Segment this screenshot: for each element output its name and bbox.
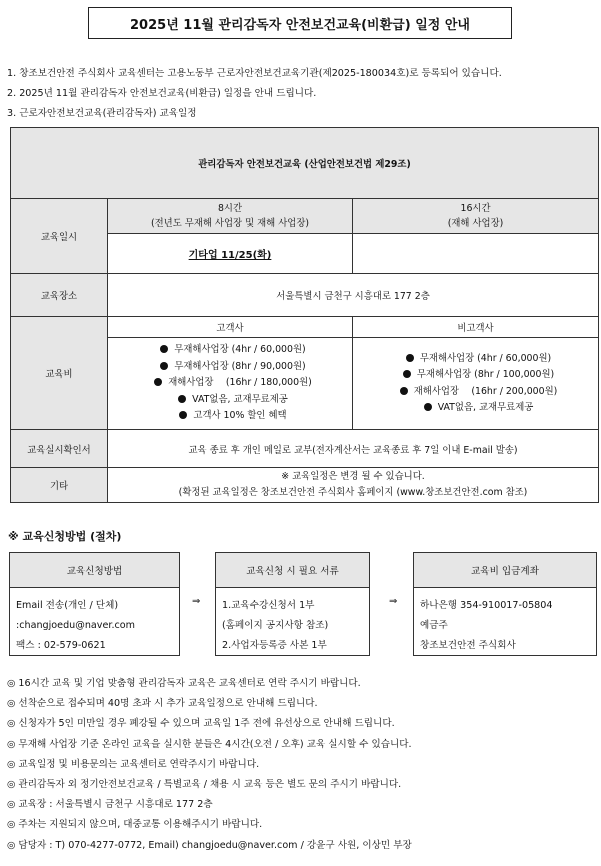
bullet-icon: [160, 362, 168, 370]
note-item: ◎ 주차는 지원되지 않으며, 대중교통 이용해주시기 바랍니다.: [7, 819, 263, 831]
col-8-hours-desc: (전년도 무재해 사업장 및 재해 사업장): [150, 218, 310, 229]
fee-label: 교육비: [11, 317, 108, 430]
bullet-icon: [403, 370, 411, 378]
fee-item: 무재해사업장 (4hr / 60,000원): [359, 351, 598, 368]
fee-item: 무재해사업장 (8hr / 100,000원): [359, 367, 598, 384]
col-8-hours: [108, 199, 353, 234]
cert-label: 교육실시확인서: [11, 430, 108, 468]
notes-list: [7, 674, 599, 856]
page-title: 2025년 11월 관리감독자 안전보건교육(비환급) 일정 안내: [88, 7, 512, 39]
intro-item: 2. 2025년 11월 관리감독자 안전보건교육(비환급) 일정을 안내 드립니다.: [7, 88, 317, 99]
fee-item: VAT없음, 교재무료제공: [359, 400, 598, 417]
account-box: [413, 552, 597, 656]
arrow-icon: ⇒: [192, 596, 201, 607]
note-item: ◎ 담당자 : T) 070-4277-0772, Email) changjoedu@naver.com / 강윤구 사원, 이상민 부장: [7, 839, 412, 851]
col-16-hours: [353, 199, 599, 234]
etc-value: [108, 468, 599, 503]
col-16-hours-label: 16시간: [460, 203, 491, 214]
table-header: 관리감독자 안전보건교육 (산업안전보건법 제29조): [11, 128, 599, 199]
fee-item: 무재해사업장 (8hr / 90,000원): [114, 359, 352, 376]
fee-customer-label: 고객사: [108, 317, 353, 338]
intro-list: [7, 64, 597, 124]
documents-box: [215, 552, 370, 656]
etc-line: (확정된 교육일정은 창조보건안전 주식회사 홈페이지 (www.창조보건안전.com 참조): [178, 487, 528, 498]
box-line: 2.사업자등록증 사본 1부: [222, 640, 327, 651]
fee-noncustomer-list: [353, 338, 599, 430]
arrow-icon: ⇒: [389, 596, 398, 607]
bullet-icon: [160, 345, 168, 353]
place-value: 서울특별시 금천구 시흥대로 177 2층: [108, 274, 599, 317]
cert-value: 교육 종료 후 개인 메일로 교부(전자계산서는 교육종료 후 7일 이내 E-mail 발송): [108, 430, 599, 468]
box-line: :changjoedu@naver.com: [16, 620, 135, 631]
fee-noncustomer-label: 비고객사: [353, 317, 599, 338]
note-item: ◎ 교육일정 및 비용문의는 교육센터로 연락주시기 바랍니다.: [7, 758, 260, 770]
documents-title: 교육신청 시 필요 서류: [216, 553, 369, 588]
etc-label: 기타: [11, 468, 108, 503]
col-8-hours-label: 8시간: [217, 203, 243, 214]
box-line: Email 전송(개인 / 단체): [16, 600, 119, 611]
note-item: ◎ 선착순으로 접수되며 40명 초과 시 추가 교육일정으로 안내해 드립니다.: [7, 698, 318, 710]
note-item: ◎ 16시간 교육 및 기업 맞춤형 관리감독자 교육은 교육센터로 연락 주시기 바랍니다.: [7, 678, 361, 689]
box-line: (홈페이지 공지사항 참조): [222, 620, 329, 631]
bullet-icon: [400, 387, 408, 395]
bullet-icon: [179, 411, 187, 419]
fee-item: VAT없음, 교재무료제공: [114, 392, 352, 409]
apply-method-box: [9, 552, 180, 656]
bullet-icon: [154, 378, 162, 386]
box-line: 팩스 : 02-579-0621: [16, 640, 106, 651]
fee-item: 고객사 10% 할인 혜택: [114, 408, 352, 425]
note-item: ◎ 관리감독자 외 정기안전보건교육 / 특별교육 / 채용 시 교육 등은 별도 문의 주시기 바랍니다.: [7, 779, 402, 791]
date-8-link: 기타업 11/25(화): [188, 250, 272, 261]
date-16-hours: [353, 234, 599, 274]
schedule-table: [10, 127, 599, 503]
box-line: 창조보건안전 주식회사: [420, 640, 516, 651]
intro-item: 1. 창조보건안전 주식회사 교육센터는 고용노동부 근로자안전보건교육기관(제2025-180034호)로 등록되어 있습니다.: [7, 68, 502, 79]
etc-line: ※ 교육일정은 변경 될 수 있습니다.: [281, 471, 425, 482]
schedule-label: 교육일시: [11, 199, 108, 274]
fee-customer-list: [108, 338, 353, 430]
fee-item: 재해사업장 (16hr / 180,000원): [114, 375, 352, 392]
col-16-hours-desc: (재해 사업장): [447, 218, 504, 229]
date-8-hours: [108, 234, 353, 274]
box-line: 1.교육수강신청서 1부: [222, 600, 315, 611]
apply-method-title: 교육신청방법: [10, 553, 179, 588]
note-item: ◎ 무재해 사업장 기준 온라인 교육을 실시한 분들은 4시간(오전 / 오후) 교육 실시할 수 있습니다.: [7, 738, 412, 750]
box-line: 예금주: [420, 620, 448, 631]
fee-item: 무재해사업장 (4hr / 60,000원): [114, 342, 352, 359]
intro-item: 3. 근로자안전보건교육(관리감독자) 교육일정: [7, 108, 197, 119]
method-title: ※ 교육신청방법 (절차): [8, 530, 122, 543]
fee-item: 재해사업장 (16hr / 200,000원): [359, 384, 598, 401]
bullet-icon: [178, 395, 186, 403]
account-title: 교육비 입금계좌: [414, 553, 596, 588]
bullet-icon: [424, 403, 432, 411]
box-line: 하나은행 354-910017-05804: [420, 600, 553, 611]
note-item: ◎ 신청자가 5인 미만일 경우 폐강될 수 있으며 교육일 1주 전에 유선상으로 안내해 드립니다.: [7, 718, 395, 730]
note-item: ◎ 교육장 : 서울특별시 금천구 시흥대로 177 2층: [7, 799, 213, 811]
bullet-icon: [406, 354, 414, 362]
place-label: 교육장소: [11, 274, 108, 317]
